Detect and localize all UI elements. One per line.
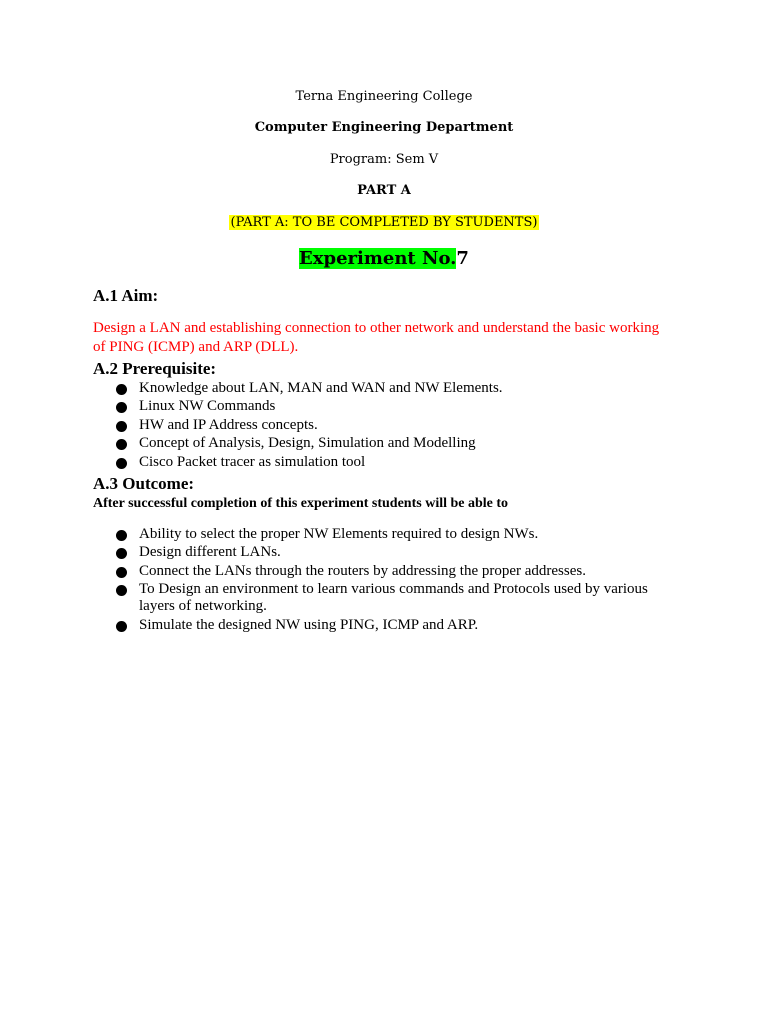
list-item — [113, 617, 683, 634]
list-item — [113, 581, 683, 615]
bullet-icon — [116, 439, 127, 450]
list-item — [113, 380, 683, 397]
part-note: (PART A: TO BE COMPLETED BY STUDENTS) — [230, 215, 538, 230]
outcome-intro: After successful completion of this experiment students will be able to — [93, 496, 509, 511]
list-item — [113, 526, 683, 543]
list-item-text: Connect the LANs through the routers by addressing the proper addresses. — [139, 562, 586, 579]
aim-text: Design a LAN and establishing connection to other network and understand the basic working of PING (ICMP) and ARP (DLL). — [93, 320, 660, 355]
part-note-line — [0, 214, 768, 232]
list-item-text: Simulate the designed NW using PING, ICMP and ARP. — [139, 616, 479, 633]
list-item-text: Cisco Packet tracer as simulation tool — [139, 453, 366, 470]
prerequisite-heading: A.2 Prerequisite: — [93, 359, 217, 378]
bullet-icon — [116, 402, 127, 413]
bullet-icon — [116, 567, 127, 578]
bullet-icon — [116, 421, 127, 432]
list-item-text: To Design an environment to learn various commands and Protocols used by various layers of networking. — [139, 581, 648, 615]
bullet-icon — [116, 585, 127, 596]
experiment-title — [0, 247, 768, 271]
list-item — [113, 544, 683, 561]
outcome-list — [113, 526, 683, 635]
list-item — [113, 398, 683, 415]
list-item-text: Concept of Analysis, Design, Simulation and Modelling — [139, 435, 476, 452]
experiment-number: 7 — [456, 248, 469, 269]
experiment-label: Experiment No. — [299, 248, 457, 269]
outcome-heading: A.3 Outcome: — [93, 474, 195, 493]
bullet-icon — [116, 530, 127, 541]
program-line: Program: Sem V — [329, 152, 439, 167]
list-item-text: Ability to select the proper NW Elements required to design NWs. — [139, 526, 539, 542]
list-item — [113, 435, 683, 452]
list-item-text: Design different LANs. — [139, 544, 281, 561]
bullet-icon — [116, 548, 127, 559]
list-item-text: Knowledge about LAN, MAN and WAN and NW Elements. — [139, 380, 503, 396]
prerequisite-list — [113, 380, 683, 472]
aim-heading: A.1 Aim: — [93, 286, 159, 305]
bullet-icon — [116, 384, 127, 395]
department-name: Computer Engineering Department — [254, 120, 514, 135]
list-item-text: HW and IP Address concepts. — [139, 416, 318, 433]
list-item — [113, 454, 683, 471]
college-name: Terna Engineering College — [295, 89, 473, 104]
list-item — [113, 563, 683, 580]
bullet-icon — [116, 621, 127, 632]
list-item-text: Linux NW Commands — [139, 398, 276, 415]
part-label: PART A — [357, 183, 411, 198]
list-item — [113, 417, 683, 434]
bullet-icon — [116, 458, 127, 469]
